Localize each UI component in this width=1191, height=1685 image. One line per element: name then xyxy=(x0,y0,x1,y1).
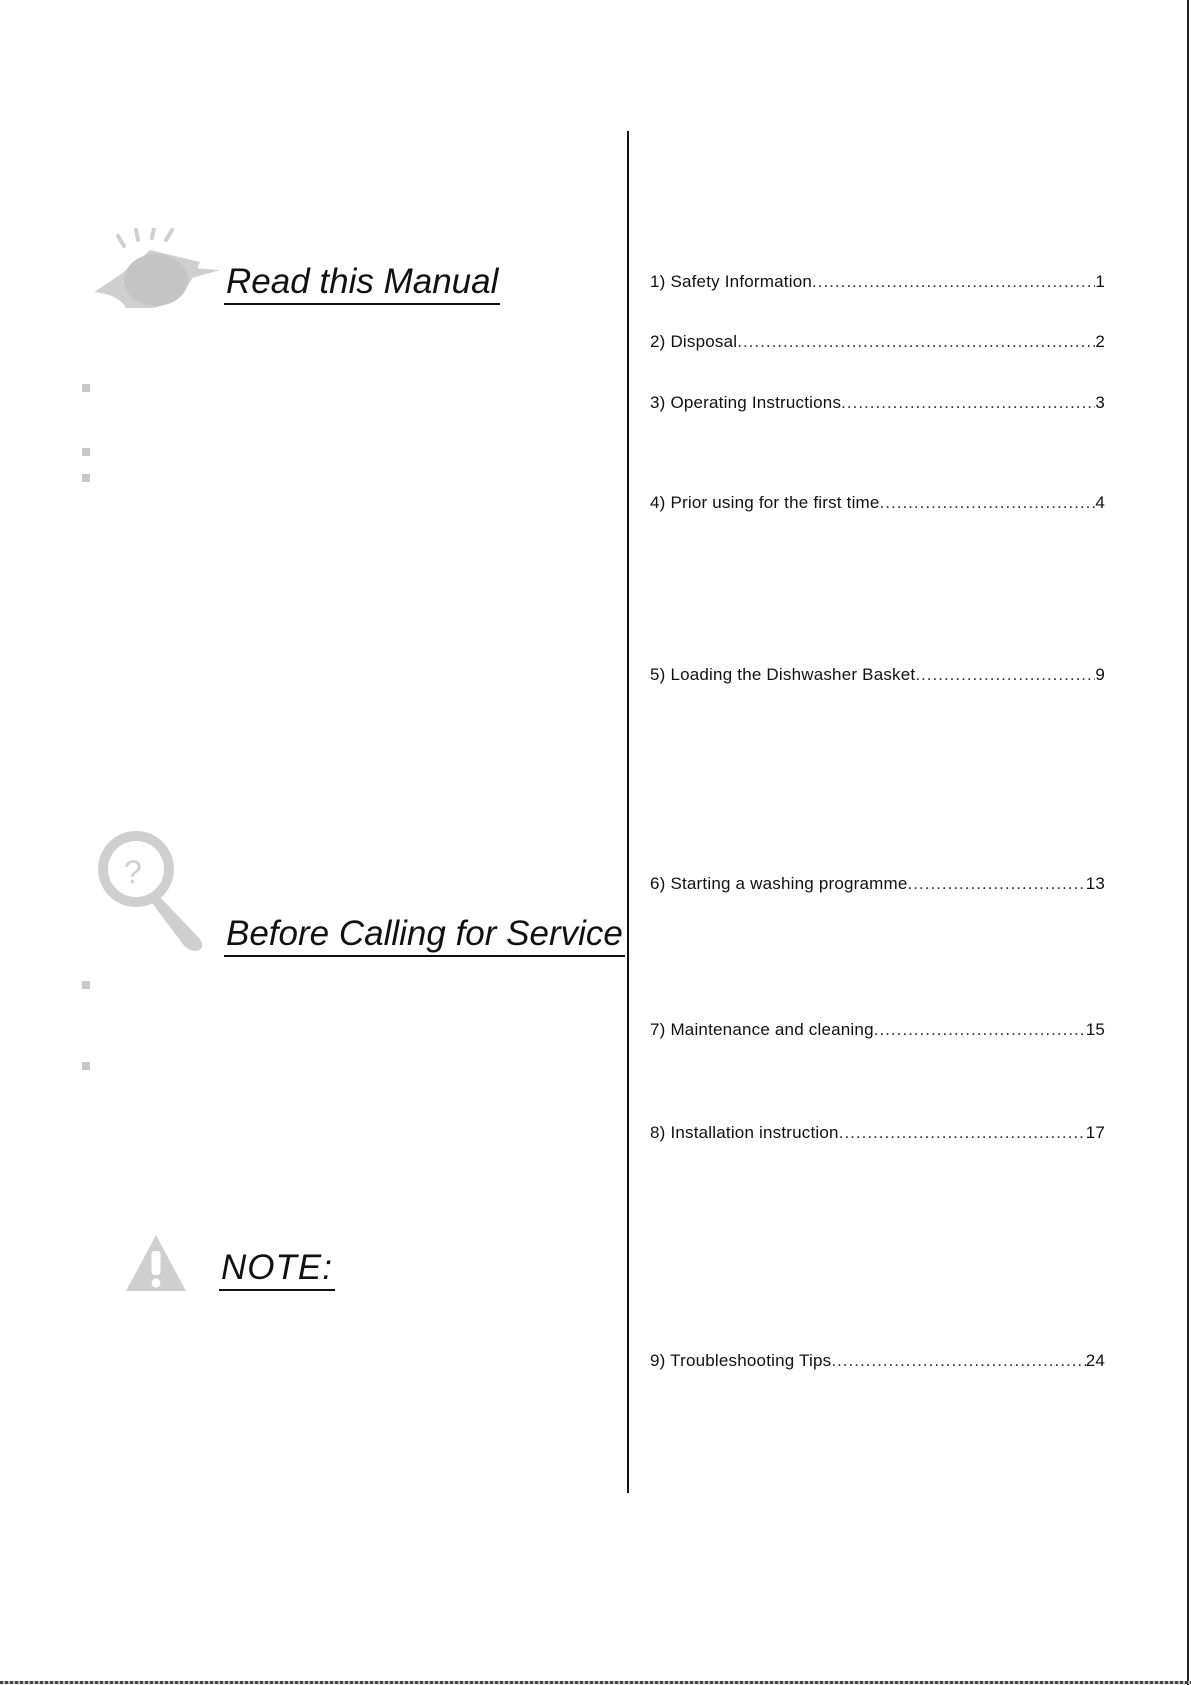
toc-page-number: 9 xyxy=(1095,665,1105,684)
toc-label: 3) Operating Instructions xyxy=(650,393,842,412)
toc-leader-dots xyxy=(915,665,1095,685)
bullet-marker xyxy=(82,981,90,989)
toc-entry-operating[interactable] xyxy=(650,393,1105,413)
toc-leader-dots xyxy=(831,1351,1085,1371)
toc-leader-dots xyxy=(737,332,1095,352)
toc-label: 4) Prior using for the first time xyxy=(650,493,880,512)
toc-leader-dots xyxy=(839,1123,1086,1143)
toc-entry-troubleshooting[interactable] xyxy=(650,1351,1105,1371)
read-manual-heading: Read this Manual xyxy=(224,264,500,305)
toc-entry-maintenance[interactable] xyxy=(650,1020,1105,1040)
toc-page-number: 4 xyxy=(1095,493,1105,512)
bottom-rule xyxy=(0,1681,1191,1684)
toc-leader-dots xyxy=(812,272,1095,292)
toc-entry-first-use[interactable] xyxy=(650,493,1105,513)
note-heading: NOTE: xyxy=(219,1250,335,1291)
toc-page-number: 17 xyxy=(1085,1123,1105,1142)
bullet-marker xyxy=(82,384,90,392)
toc-page-number: 15 xyxy=(1085,1020,1105,1039)
eye-icon xyxy=(92,228,222,308)
toc-leader-dots xyxy=(874,1020,1086,1040)
page-border xyxy=(1187,0,1189,1685)
bullet-marker xyxy=(82,474,90,482)
toc-label: 2) Disposal xyxy=(650,332,738,351)
bullet-marker xyxy=(82,448,90,456)
toc-leader-dots xyxy=(841,393,1095,413)
magnifier-question-icon xyxy=(96,829,216,955)
toc-page-number: 3 xyxy=(1095,393,1105,412)
toc-label: 6) Starting a washing programme xyxy=(650,874,908,893)
toc-leader-dots xyxy=(908,874,1086,894)
bullet-marker xyxy=(82,1062,90,1070)
column-divider xyxy=(627,131,629,1493)
before-service-heading: Before Calling for Service xyxy=(224,916,625,957)
toc-label: 9) Troubleshooting Tips xyxy=(650,1351,832,1370)
toc-page-number: 13 xyxy=(1085,874,1105,893)
toc-label: 8) Installation instruction xyxy=(650,1123,839,1142)
toc-entry-safety[interactable] xyxy=(650,272,1105,292)
toc-label: 5) Loading the Dishwasher Basket xyxy=(650,665,916,684)
toc-entry-installation[interactable] xyxy=(650,1123,1105,1143)
toc-label: 1) Safety Information xyxy=(650,272,812,291)
svg-text:?: ? xyxy=(124,854,142,890)
toc-page-number: 1 xyxy=(1095,272,1105,291)
toc-page-number: 24 xyxy=(1085,1351,1105,1370)
toc-page-number: 2 xyxy=(1095,332,1105,351)
toc-entry-loading[interactable] xyxy=(650,665,1105,685)
toc-leader-dots xyxy=(880,493,1096,513)
toc-label: 7) Maintenance and cleaning xyxy=(650,1020,874,1039)
toc-entry-washing[interactable] xyxy=(650,874,1105,894)
toc-entry-disposal[interactable] xyxy=(650,332,1105,352)
warning-triangle-icon xyxy=(124,1233,188,1293)
